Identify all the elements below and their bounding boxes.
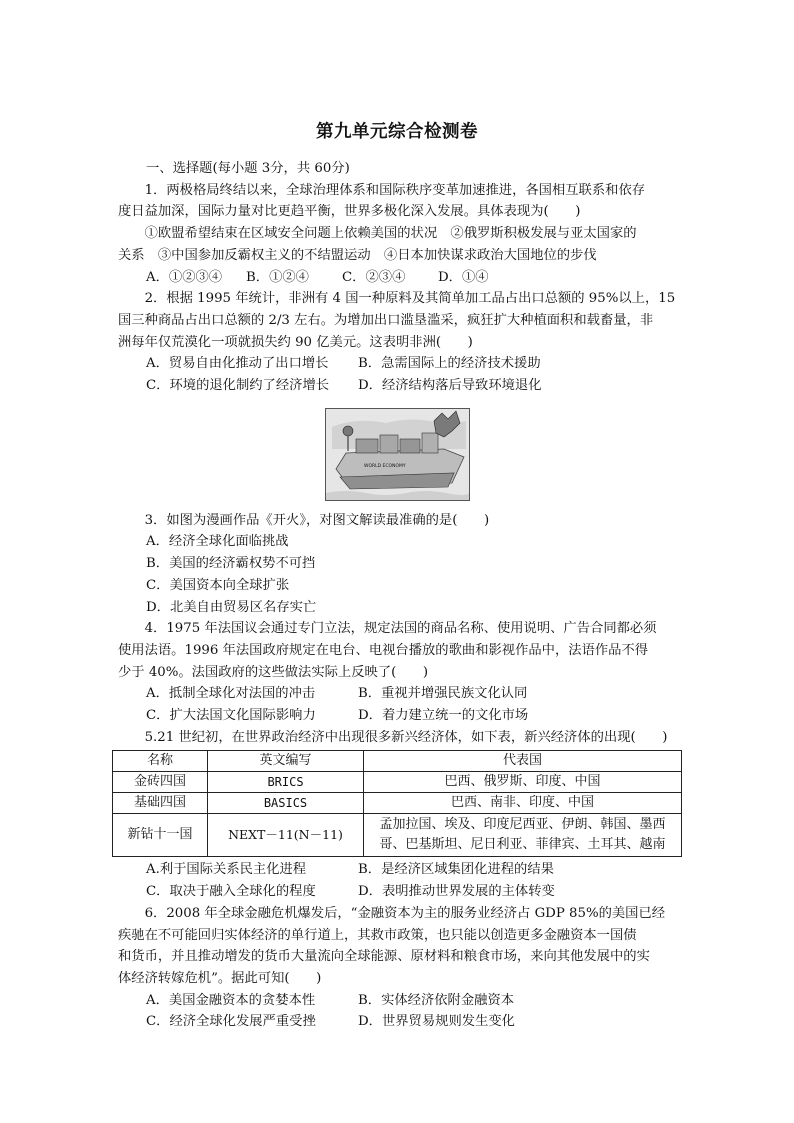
q4-option-b[interactable]: B．重视并增强民族文化认同 <box>358 686 528 702</box>
q1-option-a[interactable]: A．①②③④ <box>146 269 223 285</box>
q4-option-c[interactable]: C．扩大法国文化国际影响力 <box>146 708 316 724</box>
q5-option-c[interactable]: C．取决于融入全球化的程度 <box>146 884 316 900</box>
q1-stem-line-2: 度日益加深，国际力量对比更趋平衡，世界多极化深入发展。具体表现为( ) <box>118 204 581 220</box>
q2-stem-line-2: 国三种商品占出口总额的 2/3 左右。为增加出口滥垦滥采，疯狂扩大种植面积和载畜量，非 <box>118 312 654 328</box>
q2-options-row-2 <box>118 375 676 397</box>
q2-stem-line-3: 洲每年仅荒漠化一项就损失约 90 亿美元。这表明非洲( ) <box>118 334 473 350</box>
q6-option-a[interactable]: A．美国金融资本的贪婪本性 <box>146 992 316 1008</box>
q6-option-b[interactable]: B．实体经济依附金融资本 <box>358 992 515 1008</box>
emerging-economies-table <box>112 750 682 857</box>
question-1 <box>118 180 676 289</box>
q6-stem-line-1: 6．2008 年全球金融危机爆发后，“金融资本为主的服务业经济占 GDP 85%的美国已经 <box>144 905 666 921</box>
q5-stem: 5.21 世纪初，在世界政治经济中出现很多新兴经济体，如下表，新兴经济体的出现( ) <box>144 729 668 745</box>
table-cell: BASICS <box>208 793 364 814</box>
q1-option-b[interactable]: B．①②④ <box>246 269 309 285</box>
q4-options-row-2 <box>118 705 676 727</box>
q6-options-row-2 <box>118 1011 676 1033</box>
table-row <box>113 793 682 814</box>
q2-option-b[interactable]: B．急需国际上的经济技术援助 <box>358 356 541 372</box>
q5-options-row-2 <box>118 881 676 903</box>
q4-stem-line-2: 使用法语。1996 年法国政府规定在电台、电视台播放的歌曲和影视作品中，法语作品不得 <box>118 642 649 658</box>
q1-options <box>118 267 676 289</box>
q3-option-b[interactable]: B．美国的经济霸权势不可挡 <box>146 556 316 572</box>
q1-item-line-2: 关系 ③中国参加反霸权主义的不结盟运动 ④日本加快谋求政治大国地位的步伐 <box>118 247 597 263</box>
q5-options-row-1 <box>118 859 676 881</box>
table-cell: NEXT－11(N－11) <box>208 814 364 857</box>
table-cell: 巴西、南非、印度、中国 <box>364 793 682 814</box>
q3-option-c[interactable]: C．美国资本向全球扩张 <box>146 577 290 593</box>
q2-stem-line-1: 2．根据 1995 年统计，非洲有 4 国一种原料及其简单加工品占出口总额的 95%以上，15 <box>144 291 676 307</box>
question-5 <box>118 727 676 903</box>
q2-option-d[interactable]: D．经济结构落后导致环境退化 <box>358 378 542 394</box>
question-6 <box>118 903 676 1033</box>
q1-option-d[interactable]: D．①④ <box>438 269 489 285</box>
q6-options-row-1 <box>118 990 676 1012</box>
table-cell: 巴西、俄罗斯、印度、中国 <box>364 772 682 793</box>
q2-option-a[interactable]: A．贸易自由化推动了出口增长 <box>146 356 329 372</box>
table-header-cell: 名称 <box>113 751 208 772</box>
q2-option-c[interactable]: C．环境的退化制约了经济增长 <box>146 378 330 394</box>
q3-stem: 3．如图为漫画作品《开火》，对图文解读最准确的是( ) <box>144 512 490 528</box>
q4-stem-line-1: 4．1975 年法国议会通过专门立法，规定法国的商品名称、使用说明、广告合同都必须 <box>144 621 657 637</box>
table-cell-multiline <box>364 814 682 857</box>
table-cell: 新钻十一国 <box>113 814 208 857</box>
q1-stem-line-1: 1．两极格局终结以来，全球治理体系和国际秩序变革加速推进，各国相互联系和依存 <box>144 182 646 198</box>
table-cell: 金砖四国 <box>113 772 208 793</box>
q1-item-line-1: ①欧盟希望结束在区域安全问题上依赖美国的状况 ②俄罗斯积极发展与亚太国家的 <box>144 226 637 242</box>
page-title: 第九单元综合检测卷 <box>316 122 478 142</box>
table-cell: BRICS <box>208 772 364 793</box>
section-heading: 一、选择题(每小题 3分，共 60分) <box>146 161 350 176</box>
q4-option-d[interactable]: D．着力建立统一的文化市场 <box>358 708 529 724</box>
table-row <box>113 814 682 857</box>
q5-option-d[interactable]: D．表明推动世界发展的主体转变 <box>358 884 555 900</box>
cartoon-image <box>325 408 470 501</box>
q1-option-c[interactable]: C．②③④ <box>342 269 406 285</box>
q4-option-a[interactable]: A．抵制全球化对法国的冲击 <box>146 686 316 702</box>
cartoon-ship-text: WORLD ECONOMY <box>363 463 406 469</box>
q3-option-a[interactable]: A．经济全球化面临挑战 <box>146 534 289 550</box>
q6-option-c[interactable]: C．经济全球化发展严重受挫 <box>146 1014 316 1030</box>
q4-options-row-1 <box>118 683 676 705</box>
q2-options-row-1 <box>118 353 676 375</box>
table-cell: 基础四国 <box>113 793 208 814</box>
question-3 <box>118 510 676 619</box>
q5-option-a[interactable]: A.利于国际关系民主化进程 <box>146 862 307 878</box>
q5-option-b[interactable]: B．是经济区域集团化进程的结果 <box>358 862 554 878</box>
table-header-cell: 代表国 <box>364 751 682 772</box>
table-header-cell: 英文编写 <box>208 751 364 772</box>
table-row <box>113 772 682 793</box>
q6-stem-line-3: 和货币，并且推动增发的货币大量流向全球能源、原材料和粮食市场，来向其他发展中的实 <box>118 949 650 965</box>
q6-stem-line-4: 体经济转嫁危机”。据此可知( ) <box>118 970 322 986</box>
cartoon-container <box>118 408 676 501</box>
question-4 <box>118 618 676 727</box>
q6-stem-line-2: 疾驰在不可能回归实体经济的单行道上，其救市政策，也只能以创造更多金融资本一国债 <box>118 927 637 943</box>
table-cell-line: 孟加拉国、埃及、印度尼西亚、伊朗、韩国、墨西 <box>379 817 666 833</box>
table-cell-line: 哥、巴基斯坦、尼日利亚、菲律宾、土耳其、越南 <box>379 837 666 853</box>
q6-option-d[interactable]: D．世界贸易规则发生变化 <box>358 1014 515 1030</box>
question-2 <box>118 288 676 397</box>
q3-option-d[interactable]: D．北美自由贸易区名存实亡 <box>146 599 317 615</box>
table-header-row <box>113 751 682 772</box>
q4-stem-line-3: 少于 40%。法国政府的这些做法实际上反映了( ) <box>118 664 429 680</box>
